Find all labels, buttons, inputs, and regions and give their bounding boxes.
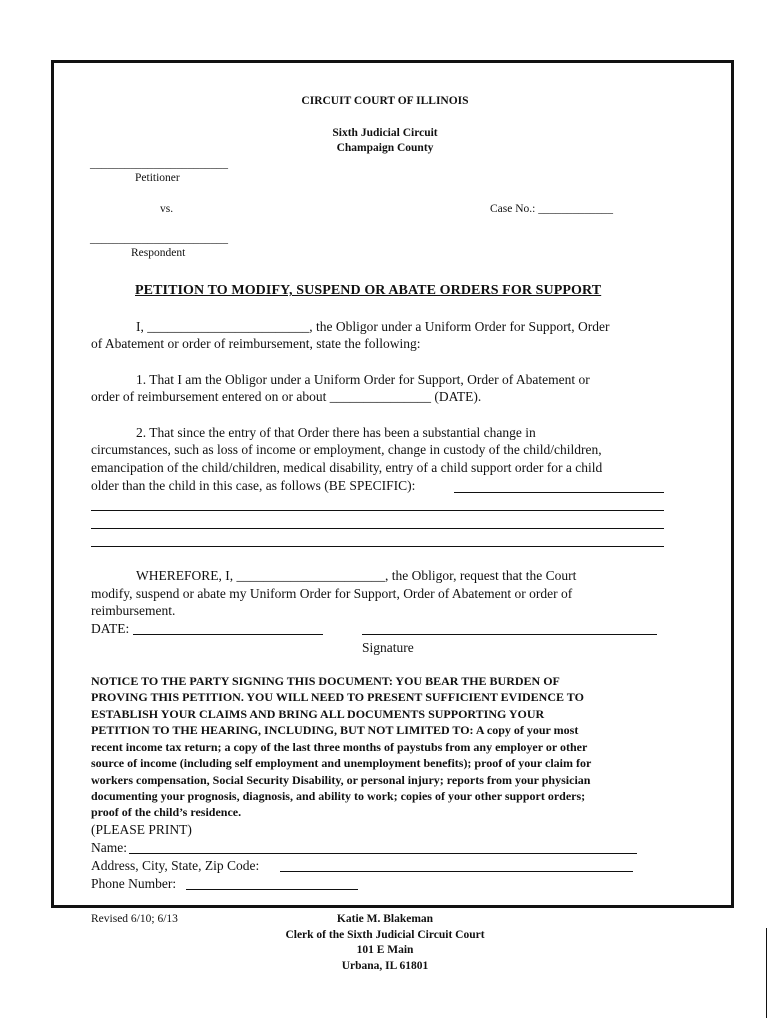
specifics-line-4[interactable] [91, 546, 664, 547]
address-line[interactable] [280, 871, 633, 872]
petitioner-blank[interactable]: ________________________ [90, 158, 228, 170]
item1-line-1: 1. That I am the Obligor under a Uniform Order for Support, Order of Abatement or [136, 372, 590, 387]
page-edge-mark [766, 928, 767, 1018]
form-title: PETITION TO MODIFY, SUSPEND OR ABATE ORDERS FOR SUPPORT [135, 283, 602, 298]
notice-line: recent income tax return; a copy of the last three months of paystubs from any employer or other [91, 740, 588, 754]
notice-line: proof of the child’s residence. [91, 805, 242, 819]
notice-line: ESTABLISH YOUR CLAIMS AND BRING ALL DOCUMENTS SUPPORTING YOUR [91, 707, 545, 721]
case-number-field[interactable]: Case No.: _____________ [490, 203, 613, 215]
specifics-line-3[interactable] [91, 528, 664, 529]
phone-line[interactable] [186, 889, 358, 890]
intro-line-1: I, ________________________, the Obligor under a Uniform Order for Support, Order [136, 319, 610, 334]
clerk-city: Urbana, IL 61801 [341, 960, 429, 972]
wherefore-line-1: WHEREFORE, I, ______________________, the Obligor, request that the Court [136, 568, 577, 583]
court-name: CIRCUIT COURT OF ILLINOIS [301, 95, 469, 107]
item2-line-2: circumstances, such as loss of income or employment, change in custody of the child/children, [91, 442, 602, 457]
item2-line-1: 2. That since the entry of that Order there has been a substantial change in [136, 425, 536, 440]
county-name: Champaign County [336, 142, 434, 154]
clerk-address: 101 E Main [356, 944, 414, 956]
circuit-name: Sixth Judicial Circuit [332, 127, 438, 139]
clerk-title: Clerk of the Sixth Judicial Circuit Court [285, 929, 485, 941]
name-line[interactable] [129, 853, 637, 854]
specifics-line-2[interactable] [91, 510, 664, 511]
wherefore-line-3: reimbursement. [91, 603, 176, 618]
address-label: Address, City, State, Zip Code: [91, 858, 260, 873]
revision-date: Revised 6/10; 6/13 [91, 913, 178, 925]
item1-line-2: order of reimbursement entered on or about _______________ (DATE). [91, 389, 482, 404]
specifics-line-1[interactable] [454, 492, 664, 493]
notice-line: PROVING THIS PETITION. YOU WILL NEED TO PRESENT SUFFICIENT EVIDENCE TO [91, 690, 584, 704]
respondent-blank[interactable]: ________________________ [90, 233, 228, 245]
wherefore-line-2: modify, suspend or abate my Uniform Order for Support, Order of Abatement or order of [91, 586, 573, 601]
clerk-name: Katie M. Blakeman [336, 913, 434, 925]
signature-label: Signature [362, 640, 414, 655]
name-label: Name: [91, 840, 127, 855]
item2-line-3: emancipation of the child/children, medical disability, entry of a child support order for a child [91, 460, 603, 475]
respondent-label: Respondent [131, 247, 186, 259]
notice-line: source of income (including self employment and unemployment benefits); proof of your claim for [91, 756, 592, 770]
notice-line: PETITION TO THE HEARING, INCLUDING, BUT NOT LIMITED TO: A copy of your most [91, 723, 579, 737]
signature-line[interactable] [362, 634, 657, 635]
please-print-heading: (PLEASE PRINT) [91, 822, 192, 837]
phone-label: Phone Number: [91, 876, 177, 891]
item2-line-4: older than the child in this case, as follows (BE SPECIFIC): [91, 478, 416, 493]
date-line[interactable] [133, 634, 323, 635]
intro-line-2: of Abatement or order of reimbursement, state the following: [91, 336, 421, 351]
date-label: DATE: [91, 621, 130, 636]
petitioner-label: Petitioner [135, 172, 180, 184]
notice-line: NOTICE TO THE PARTY SIGNING THIS DOCUMENT: YOU BEAR THE BURDEN OF [91, 674, 560, 688]
notice-line: workers compensation, Social Security Disability, or personal injury; reports from your physician [91, 773, 591, 787]
notice-line: documenting your prognosis, diagnosis, and ability to work; copies of your other support orders; [91, 789, 586, 803]
vs-label: vs. [160, 203, 174, 215]
